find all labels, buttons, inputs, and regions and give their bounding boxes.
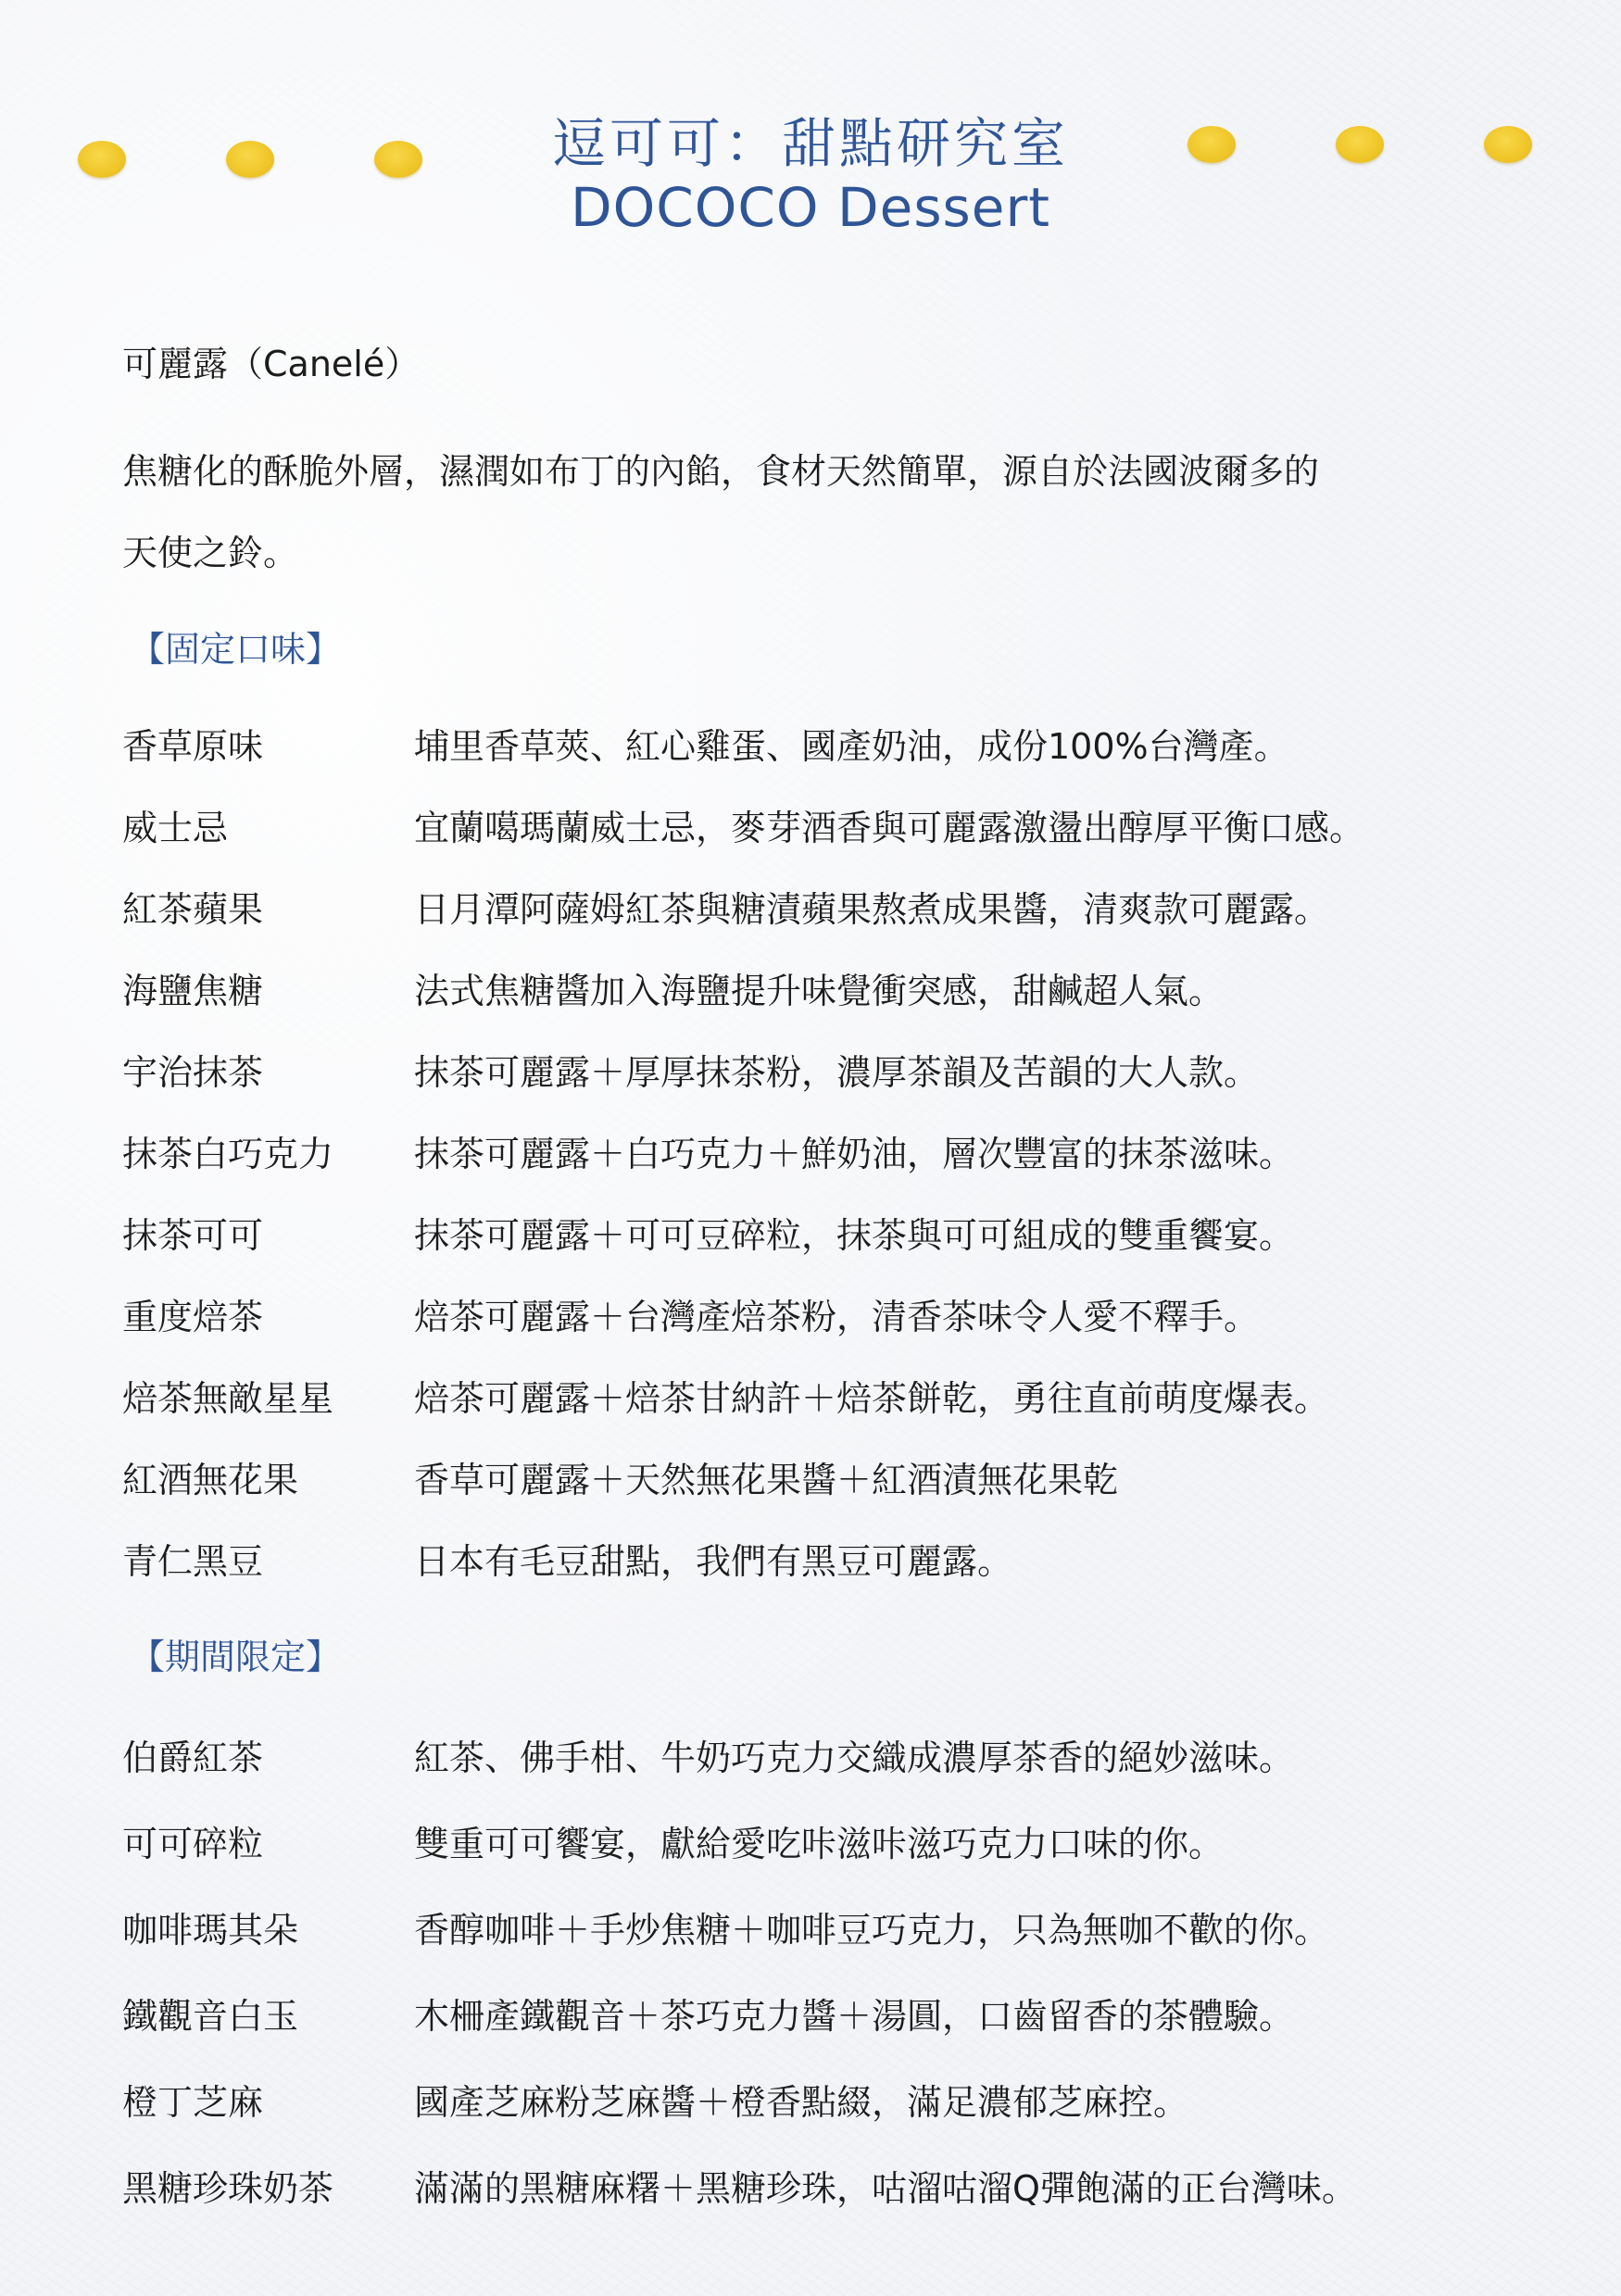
description-line: 焦糖化的酥脆外層，濕潤如布丁的內餡，食材天然簡單，源自於法國波爾多的 bbox=[122, 451, 1320, 492]
flavor-name: 青仁黑豆 bbox=[122, 1541, 264, 1582]
flavor-row bbox=[122, 962, 1567, 1009]
flavor-description: 法式焦糖醬加入海鹽提升味覺衝突感，甜鹹超人氣。 bbox=[414, 971, 1225, 1011]
flavor-description: 抹茶可麗露＋可可豆碎粒，抹茶與可可組成的雙重饗宴。 bbox=[414, 1215, 1295, 1256]
flavor-row bbox=[122, 2160, 1567, 2209]
flavor-row bbox=[122, 1815, 1567, 1862]
flavor-name: 重度焙茶 bbox=[122, 1297, 264, 1337]
flavor-description: 抹茶可麗露＋白巧克力＋鮮奶油，層次豐富的抹茶滋味。 bbox=[414, 1134, 1295, 1174]
flavor-row bbox=[122, 799, 1567, 846]
flavor-name: 宇治抹茶 bbox=[122, 1052, 264, 1093]
flavor-name: 海鹽焦糖 bbox=[122, 971, 264, 1011]
page-title: 逗可可：甜點研究室 bbox=[551, 112, 1069, 175]
flavor-description: 國產芝麻粉芝麻醬＋橙香點綴，滿足濃郁芝麻控。 bbox=[414, 2082, 1189, 2123]
flavor-name: 黑糖珍珠奶茶 bbox=[122, 2168, 334, 2209]
flavor-name: 紅酒無花果 bbox=[122, 1460, 299, 1500]
product-description bbox=[122, 431, 1512, 594]
flavor-description: 雙重可可饗宴，獻給愛吃咔滋咔滋巧克力口味的你。 bbox=[414, 1824, 1225, 1864]
flavor-name: 威士忌 bbox=[122, 808, 229, 848]
flavor-name: 焙茶無敵星星 bbox=[122, 1378, 334, 1419]
flavor-row bbox=[122, 1533, 1567, 1582]
flavor-name: 可可碎粒 bbox=[122, 1824, 264, 1864]
description-line: 天使之鈴。 bbox=[122, 533, 299, 573]
product-name: 可麗露（Canelé） bbox=[122, 344, 421, 384]
flavor-row bbox=[122, 2074, 1567, 2123]
flavor-row bbox=[122, 1370, 1567, 1419]
flavor-description: 日本有毛豆甜點，我們有黑豆可麗露。 bbox=[414, 1541, 1013, 1582]
flavor-row bbox=[122, 1729, 1567, 1778]
flavor-name: 咖啡瑪其朵 bbox=[122, 1910, 299, 1951]
flavor-row bbox=[122, 881, 1567, 930]
flavor-row bbox=[122, 1288, 1567, 1335]
flavor-name: 鐵觀音白玉 bbox=[122, 1996, 299, 2037]
flavor-description: 焙茶可麗露＋台灣產焙茶粉，清香茶味令人愛不釋手。 bbox=[414, 1297, 1260, 1337]
page-subtitle: DOCOCO Dessert bbox=[570, 176, 1051, 239]
flavor-name: 紅茶蘋果 bbox=[122, 889, 264, 930]
flavor-description: 日月潭阿薩姆紅茶與糖漬蘋果熬煮成果醬，清爽款可麗露。 bbox=[414, 889, 1330, 930]
flavor-description: 滿滿的黑糖麻糬＋黑糖珍珠，咕溜咕溜Q彈飽滿的正台灣味。 bbox=[414, 2168, 1357, 2209]
flavor-description: 香醇咖啡＋手炒焦糖＋咖啡豆巧克力，只為無咖不歡的你。 bbox=[414, 1910, 1330, 1951]
flavor-description: 紅茶、佛手柑、牛奶巧克力交織成濃厚茶香的絕妙滋味。 bbox=[414, 1738, 1295, 1778]
flavor-description: 宜蘭噶瑪蘭威士忌，麥芽酒香與可麗露激盪出醇厚平衡口感。 bbox=[414, 808, 1365, 848]
section-heading-fixed: 【固定口味】 bbox=[130, 629, 342, 670]
flavor-description: 香草可麗露＋天然無花果醬＋紅酒漬無花果乾 bbox=[414, 1460, 1119, 1500]
flavor-row bbox=[122, 1207, 1567, 1256]
flavor-name: 抹茶白巧克力 bbox=[122, 1134, 334, 1174]
flavor-name: 香草原味 bbox=[122, 726, 264, 767]
flavor-description: 木柵產鐵觀音＋茶巧克力醬＋湯圓，口齒留香的茶體驗。 bbox=[414, 1996, 1295, 2037]
section-heading-limited: 【期間限定】 bbox=[130, 1637, 342, 1677]
flavor-row bbox=[122, 718, 1567, 767]
flavor-row bbox=[122, 1988, 1567, 2037]
flavor-name: 橙丁芝麻 bbox=[122, 2082, 264, 2123]
flavor-row bbox=[122, 1044, 1567, 1093]
flavor-row bbox=[122, 1451, 1567, 1498]
flavor-description: 焙茶可麗露＋焙茶甘納許＋焙茶餅乾，勇往直前萌度爆表。 bbox=[414, 1378, 1330, 1419]
flavor-description: 埔里香草莢、紅心雞蛋、國產奶油，成份100%台灣產。 bbox=[414, 726, 1289, 767]
flavor-row bbox=[122, 1901, 1567, 1951]
flavor-row bbox=[122, 1125, 1567, 1172]
flavor-name: 伯爵紅茶 bbox=[122, 1738, 264, 1778]
flavor-description: 抹茶可麗露＋厚厚抹茶粉，濃厚茶韻及苦韻的大人款。 bbox=[414, 1052, 1260, 1093]
flavor-name: 抹茶可可 bbox=[122, 1215, 264, 1256]
